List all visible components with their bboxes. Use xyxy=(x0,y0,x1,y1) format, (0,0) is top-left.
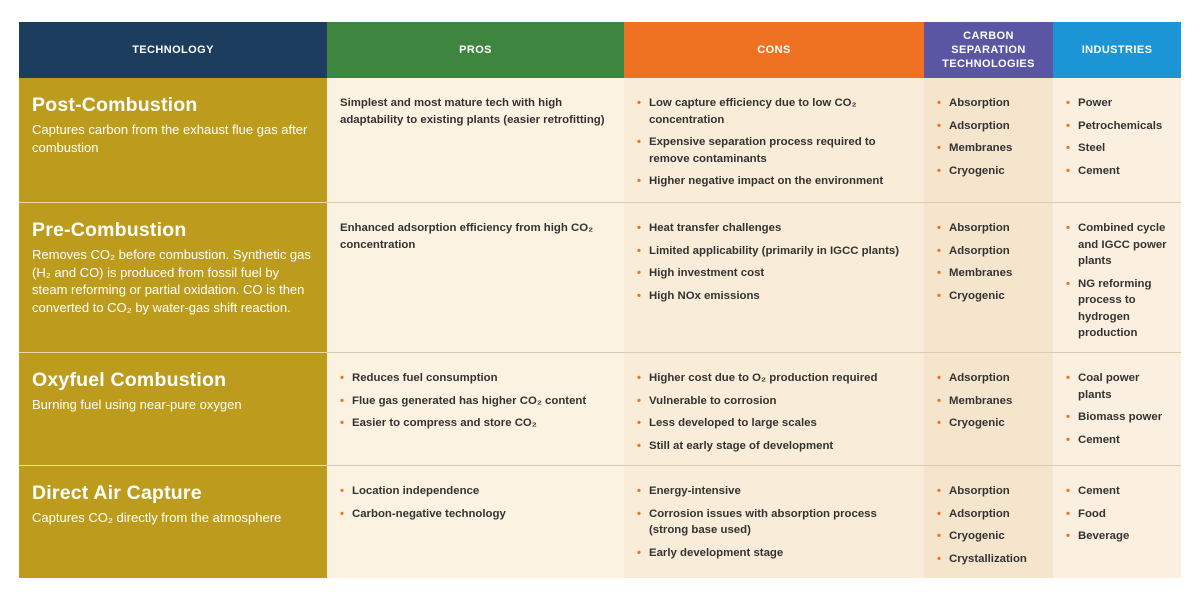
list-item: • Energy-intensive xyxy=(637,483,912,500)
industries-cell xyxy=(1053,352,1181,465)
list-item: • Limited applicability (primarily in IGCC plants) xyxy=(637,243,912,260)
list-item: • Still at early stage of development xyxy=(637,438,912,455)
technology-description: Removes CO₂ before combustion. Synthetic gas (H₂ and CO) is produced from fossil fuel by steam reforming or partial oxidation. CO is then converted to CO₂ by water-gas shift reaction. xyxy=(32,247,311,315)
list-item: • Early development stage xyxy=(637,545,912,562)
list-item: • Vulnerable to corrosion xyxy=(637,393,912,410)
industries-cell xyxy=(1053,78,1181,202)
technology-description: Burning fuel using near-pure oxygen xyxy=(32,397,242,412)
technology-cell xyxy=(19,78,327,202)
list-item: • Easier to compress and store CO₂ xyxy=(340,415,612,432)
header-separation-technologies: CARBON SEPARATION TECHNOLOGIES xyxy=(924,22,1053,78)
list-item: • Steel xyxy=(1066,140,1169,157)
technology-description: Captures CO₂ directly from the atmosphere xyxy=(32,510,282,525)
list-item: • Biomass power xyxy=(1066,409,1169,426)
industries-cell xyxy=(1053,202,1181,352)
list-item: • Cryogenic xyxy=(937,528,1041,545)
list-item: • Membranes xyxy=(937,393,1041,410)
list-item: • Cement xyxy=(1066,483,1169,500)
pros-cell xyxy=(327,202,624,352)
list-item: • Low capture efficiency due to low CO₂ concentration xyxy=(637,95,912,128)
list-item: • Reduces fuel consumption xyxy=(340,370,612,387)
list-item: • Adsorption xyxy=(937,243,1041,260)
separation-cell xyxy=(924,78,1053,202)
list-item: • Carbon-negative technology xyxy=(340,506,612,523)
list-item: • Expensive separation process required to remove contaminants xyxy=(637,134,912,167)
header-pros: PROS xyxy=(327,22,624,78)
list-item: • High NOx emissions xyxy=(637,288,912,305)
list-item: • Membranes xyxy=(937,140,1041,157)
technology-cell xyxy=(19,352,327,465)
list-item: • Higher negative impact on the environment xyxy=(637,173,912,190)
list-item: • Corrosion issues with absorption process (strong base used) xyxy=(637,506,912,539)
list-item: • NG reforming process to hydrogen production xyxy=(1066,276,1169,342)
separation-cell xyxy=(924,465,1053,578)
list-item: • Absorption xyxy=(937,95,1041,112)
list-item: • Absorption xyxy=(937,483,1041,500)
list-item: • High investment cost xyxy=(637,265,912,282)
list-item: • Location independence xyxy=(340,483,612,500)
separation-cell xyxy=(924,202,1053,352)
technology-name: Direct Air Capture xyxy=(32,482,202,504)
header-industries: INDUSTRIES xyxy=(1053,22,1181,78)
comparison-table xyxy=(19,22,1181,578)
list-item: • Heat transfer challenges xyxy=(637,220,912,237)
separation-cell xyxy=(924,352,1053,465)
list-item: • Combined cycle and IGCC power plants xyxy=(1066,220,1169,270)
list-item: • Cryogenic xyxy=(937,288,1041,305)
list-item: • Crystallization xyxy=(937,551,1041,568)
list-item: • Beverage xyxy=(1066,528,1169,545)
list-item: • Less developed to large scales xyxy=(637,415,912,432)
list-item: • Coal power plants xyxy=(1066,370,1169,403)
list-item: • Cement xyxy=(1066,432,1169,449)
list-item: • Cryogenic xyxy=(937,415,1041,432)
pros-text: Simplest and most mature tech with high adaptability to existing plants (easier retrofitting) xyxy=(340,97,605,126)
list-item: • Petrochemicals xyxy=(1066,118,1169,135)
cons-cell xyxy=(624,202,924,352)
list-item: • Food xyxy=(1066,506,1169,523)
cons-cell xyxy=(624,465,924,578)
list-item: • Flue gas generated has higher CO₂ content xyxy=(340,393,612,410)
pros-cell xyxy=(327,352,624,465)
technology-cell xyxy=(19,465,327,578)
list-item: • Adsorption xyxy=(937,506,1041,523)
technology-name: Pre-Combustion xyxy=(32,219,187,241)
technology-description: Captures carbon from the exhaust flue gas after combustion xyxy=(32,122,308,155)
industries-cell xyxy=(1053,465,1181,578)
list-item: • Membranes xyxy=(937,265,1041,282)
list-item: • Adsorption xyxy=(937,118,1041,135)
technology-name: Post-Combustion xyxy=(32,94,198,116)
header-technology: TECHNOLOGY xyxy=(19,22,327,78)
cons-cell xyxy=(624,352,924,465)
list-item: • Power xyxy=(1066,95,1169,112)
pros-text: Enhanced adsorption efficiency from high CO₂ concentration xyxy=(340,222,594,251)
pros-cell xyxy=(327,78,624,202)
list-item: • Higher cost due to O₂ production required xyxy=(637,370,912,387)
cons-cell xyxy=(624,78,924,202)
header-cons: CONS xyxy=(624,22,924,78)
list-item: • Absorption xyxy=(937,220,1041,237)
list-item: • Adsorption xyxy=(937,370,1041,387)
technology-cell xyxy=(19,202,327,352)
pros-cell xyxy=(327,465,624,578)
technology-name: Oxyfuel Combustion xyxy=(32,369,227,391)
list-item: • Cement xyxy=(1066,163,1169,180)
list-item: • Cryogenic xyxy=(937,163,1041,180)
